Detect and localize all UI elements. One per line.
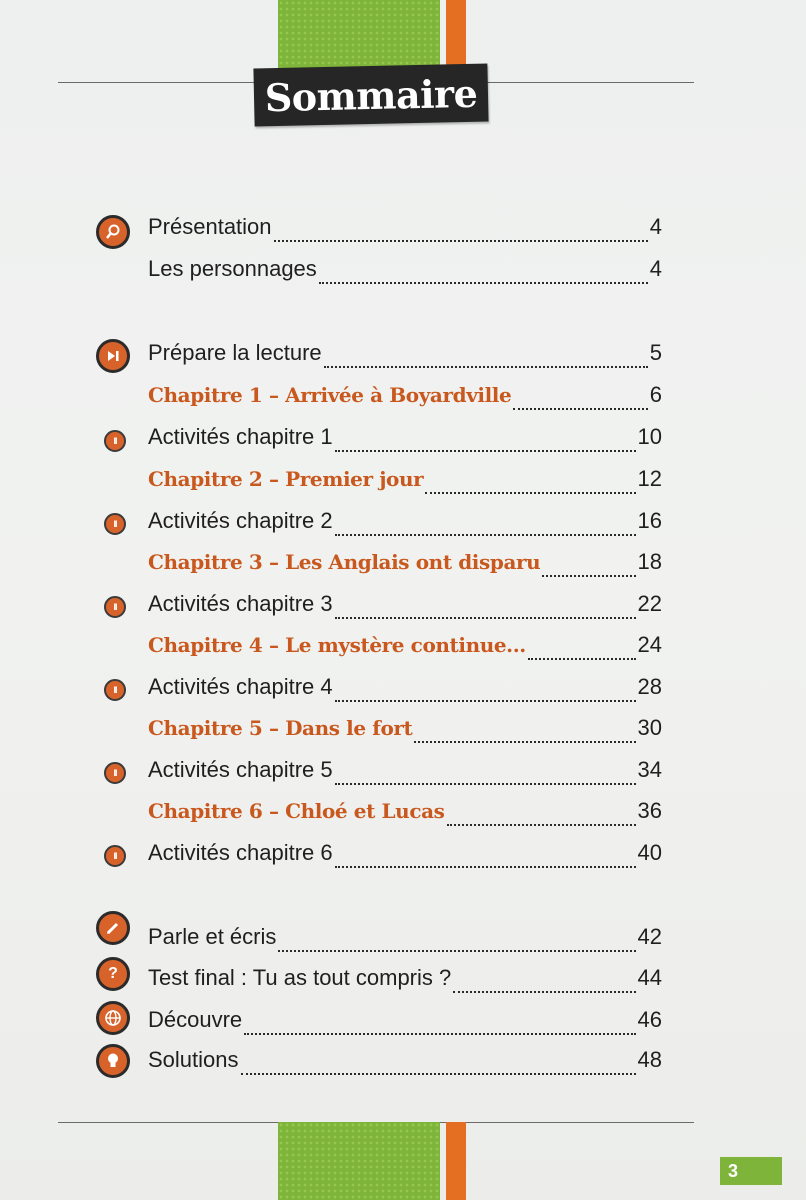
toc-label: Découvre <box>148 1007 243 1032</box>
question-icon: ? <box>96 957 130 991</box>
toc-row-chapitre-5[interactable] <box>148 715 662 751</box>
toc-row-chapitre-1[interactable] <box>148 382 662 418</box>
toc-row-chapitre-6[interactable] <box>148 798 662 834</box>
dot-leader <box>335 699 636 702</box>
toc-label: Activités chapitre 2 <box>148 508 333 533</box>
toc-page-number: 44 <box>637 965 662 990</box>
pause-icon: II <box>104 430 126 452</box>
toc-page-number: 18 <box>637 549 662 574</box>
pause-icon: II <box>104 679 126 701</box>
pause-icon: II <box>104 596 126 618</box>
pause-icon: II <box>104 762 126 784</box>
toc-page-number: 6 <box>649 382 662 407</box>
toc-row-activites-2[interactable] <box>148 508 662 544</box>
toc-page-number: 28 <box>637 674 662 699</box>
dot-leader <box>414 740 635 743</box>
dot-leader <box>335 782 636 785</box>
toc-row-presentation[interactable] <box>148 214 662 250</box>
toc-page-number: 16 <box>637 508 662 533</box>
toc-row-activites-5[interactable] <box>148 757 662 793</box>
toc-page-number: 30 <box>637 715 662 740</box>
page-number-badge <box>720 1157 782 1185</box>
top-orange-band <box>446 0 466 70</box>
toc-page-number: 40 <box>637 840 662 865</box>
skip-forward-icon <box>96 339 130 373</box>
dot-leader <box>542 574 635 577</box>
toc-row-activites-3[interactable] <box>148 591 662 627</box>
dot-leader <box>244 1032 635 1035</box>
dot-leader <box>324 365 648 368</box>
toc-page-number: 22 <box>637 591 662 616</box>
toc-label: Activités chapitre 6 <box>148 840 333 865</box>
toc-page-number: 36 <box>637 798 662 823</box>
dot-leader <box>513 407 647 410</box>
magnifier-icon <box>96 215 130 249</box>
dot-leader <box>278 949 635 952</box>
page-number: 3 <box>728 1160 739 1181</box>
dot-leader <box>319 281 648 284</box>
toc-row-decouvre[interactable] <box>148 1007 662 1043</box>
toc-row-activites-4[interactable] <box>148 674 662 710</box>
toc-chapter-label: Chapitre 2 – Premier jour <box>148 467 424 491</box>
toc-chapter-label: Chapitre 5 – Dans le fort <box>148 716 413 740</box>
toc-row-activites-6[interactable] <box>148 840 662 876</box>
toc-row-chapitre-3[interactable] <box>148 549 662 585</box>
dot-leader <box>425 491 635 494</box>
toc-chapter-label: Chapitre 1 – Arrivée à Boyardville <box>148 383 512 407</box>
dot-leader <box>335 865 636 868</box>
toc-row-parle-et-ecris[interactable] <box>148 924 662 960</box>
toc-page-number: 46 <box>637 1007 662 1032</box>
toc-label: Test final : Tu as tout compris ? <box>148 965 452 990</box>
toc-row-chapitre-2[interactable] <box>148 466 662 502</box>
dot-leader <box>274 239 648 242</box>
toc-label: Prépare la lecture <box>148 340 322 365</box>
toc-label: Parle et écris <box>148 924 277 949</box>
toc-page-number: 42 <box>637 924 662 949</box>
bottom-green-band <box>278 1122 440 1200</box>
title-banner <box>253 64 488 127</box>
toc-page-number: 34 <box>637 757 662 782</box>
bottom-orange-band <box>446 1122 466 1200</box>
dot-leader <box>335 616 636 619</box>
toc-label: Activités chapitre 3 <box>148 591 333 616</box>
toc-chapter-label: Chapitre 6 – Chloé et Lucas <box>148 799 445 823</box>
toc-page-number: 4 <box>649 256 662 281</box>
toc-page-number: 10 <box>637 424 662 449</box>
toc-label: Solutions <box>148 1047 239 1072</box>
pause-icon: II <box>104 845 126 867</box>
toc-label: Présentation <box>148 214 272 239</box>
toc-row-chapitre-4[interactable] <box>148 632 662 668</box>
top-green-band <box>278 0 440 70</box>
globe-icon <box>96 1001 130 1035</box>
toc-page-number: 4 <box>649 214 662 239</box>
toc-label: Activités chapitre 1 <box>148 424 333 449</box>
toc-row-test-final[interactable] <box>148 965 662 1001</box>
pencil-icon <box>96 911 130 945</box>
toc-label: Les personnages <box>148 256 317 281</box>
toc-label: Activités chapitre 4 <box>148 674 333 699</box>
toc-label: Activités chapitre 5 <box>148 757 333 782</box>
toc-page-number: 5 <box>649 340 662 365</box>
toc-page-number: 48 <box>637 1047 662 1072</box>
page-title: Sommaire <box>264 70 478 120</box>
toc-row-activites-1[interactable] <box>148 424 662 460</box>
dot-leader <box>335 449 636 452</box>
toc-page-number: 24 <box>637 632 662 657</box>
dot-leader <box>335 533 636 536</box>
dot-leader <box>528 657 636 660</box>
dot-leader <box>447 823 636 826</box>
dot-leader <box>241 1072 636 1075</box>
toc-chapter-label: Chapitre 4 – Le mystère continue... <box>148 633 526 657</box>
toc-chapter-label: Chapitre 3 – Les Anglais ont disparu <box>148 550 541 574</box>
toc-page-number: 12 <box>637 466 662 491</box>
toc-row-personnages[interactable] <box>148 256 662 292</box>
pause-icon: II <box>104 513 126 535</box>
lightbulb-icon <box>96 1044 130 1078</box>
toc-row-solutions[interactable] <box>148 1047 662 1083</box>
toc-row-prepare[interactable] <box>148 340 662 376</box>
dot-leader <box>453 990 635 993</box>
